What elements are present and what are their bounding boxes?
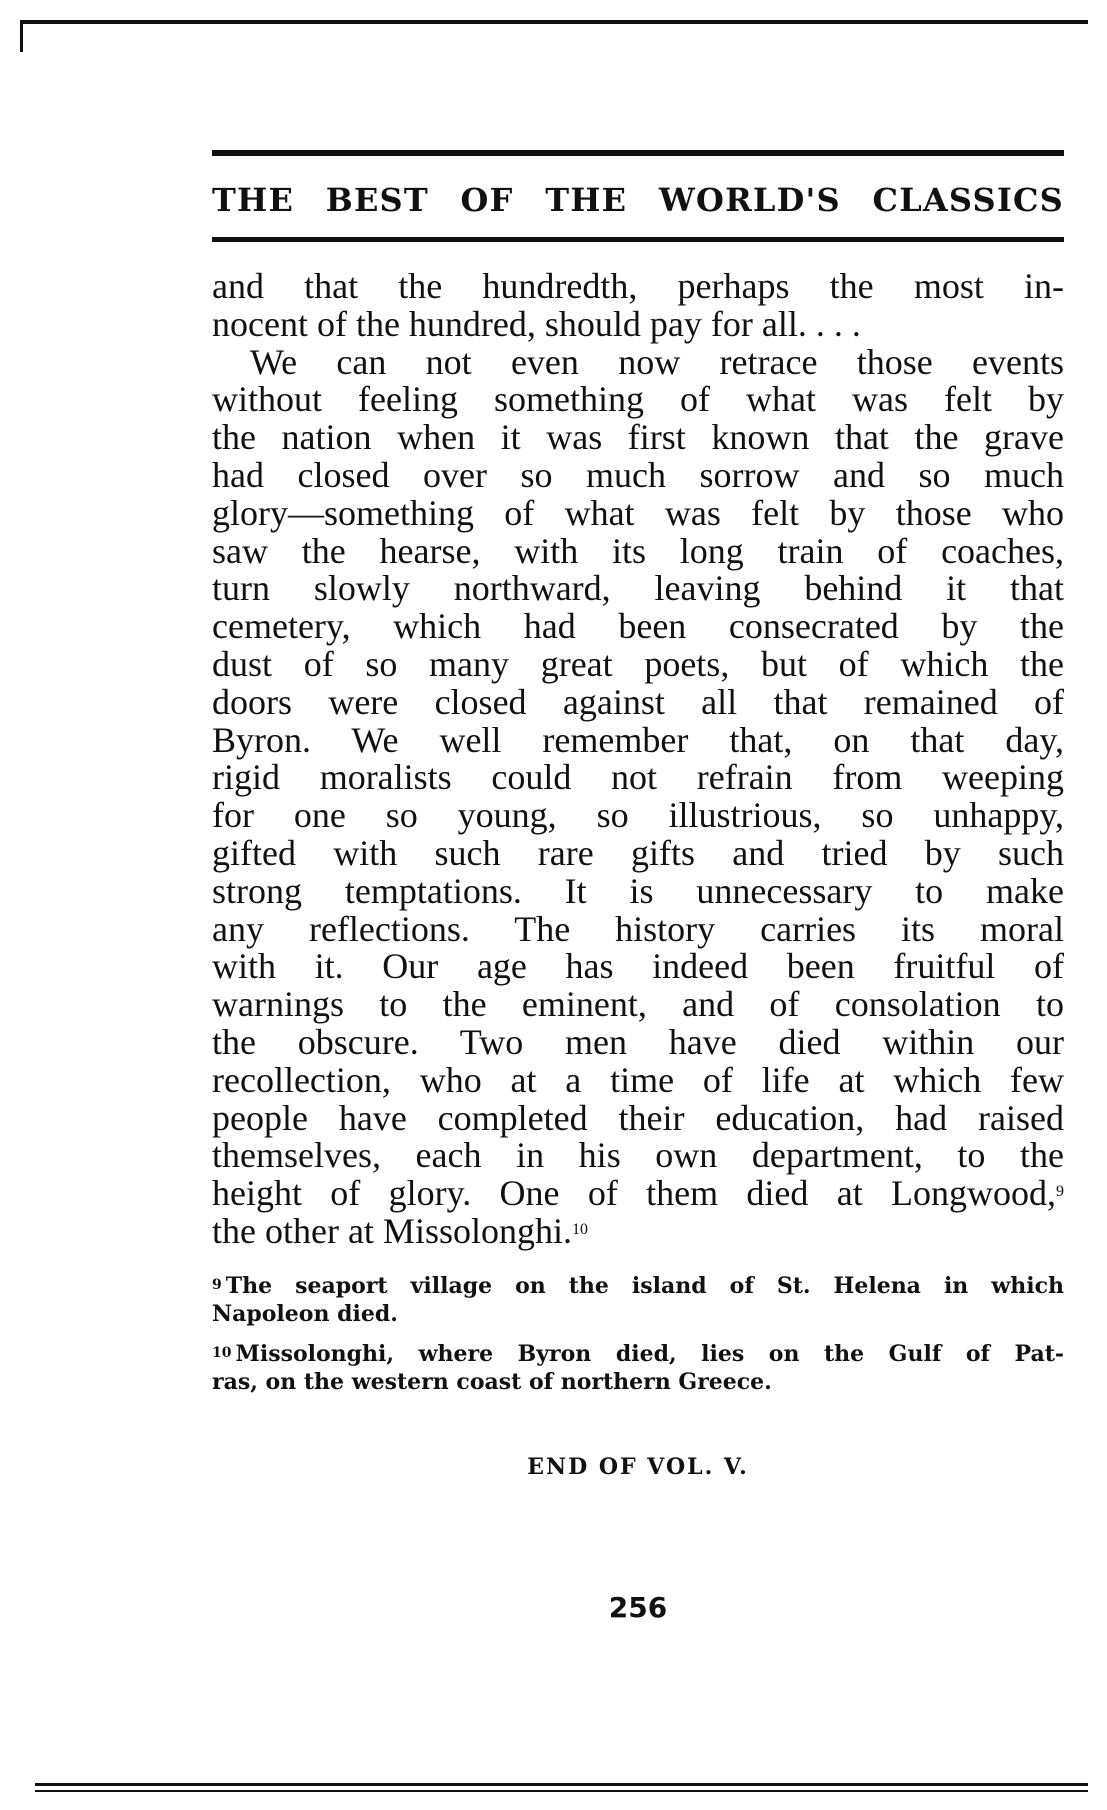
text-line: glory—something of what was felt by those who	[212, 492, 1064, 533]
text-line: gifted with such rare gifts and tried by such	[212, 832, 1064, 873]
text-line: recollection, who at a time of life at which few	[212, 1059, 1064, 1100]
footnote-line: Napoleon died.	[212, 1301, 398, 1327]
text-line: Byron. We well remember that, on that day,	[212, 719, 1064, 760]
page-number: 256	[608, 1591, 668, 1624]
text-line: themselves, each in his own department, to the	[212, 1135, 1064, 1176]
text-line: saw the hearse, with its long train of coaches,	[212, 530, 1064, 571]
footnote-number: 10	[212, 1345, 232, 1361]
text-line: dust of so many great poets, but of which the	[212, 643, 1064, 684]
body-text	[212, 268, 1064, 1251]
text-line: any reflections. The history carries its moral	[212, 908, 1064, 949]
footnote-text: The seaport village on the island of St. Helena in which	[225, 1273, 1064, 1299]
text-line: the obscure. Two men have died within our	[212, 1021, 1064, 1062]
text-line: people have completed their education, had raised	[212, 1097, 1064, 1138]
text-line: nocent of the hundred, should pay for all. . . .	[212, 303, 861, 344]
text-line: warnings to the eminent, and of consolation to	[212, 984, 1064, 1025]
text-line	[212, 1210, 1064, 1251]
text-line: cemetery, which had been consecrated by the	[212, 606, 1064, 647]
text-line: had closed over so much sorrow and so much	[212, 454, 1064, 495]
scan-border-bottom-inner	[35, 1790, 1088, 1792]
footnote-line: ras, on the western coast of northern Greece.	[212, 1369, 772, 1395]
text-line-content: height of glory. One of them died at Longwood,	[212, 1173, 1056, 1214]
footnote-ref[interactable]: 10	[571, 1220, 588, 1238]
text-line: doors were closed against all that remained of	[212, 681, 1064, 722]
text-line-content: the other at Missolonghi.	[212, 1210, 572, 1251]
text-line: rigid moralists could not refrain from weeping	[212, 757, 1064, 798]
footnote	[212, 1340, 1064, 1396]
text-line: We can not even now retrace those events	[250, 341, 1064, 382]
footnote-number: 9	[212, 1277, 222, 1293]
text-line: without feeling something of what was felt by	[212, 379, 1064, 420]
scan-border-bottom	[35, 1783, 1088, 1786]
footnote-line	[212, 1340, 1064, 1368]
footnotes	[212, 1272, 1064, 1408]
text-line: turn slowly northward, leaving behind it that	[212, 568, 1064, 609]
footnote	[212, 1272, 1064, 1328]
footnote-text: Missolonghi, where Byron died, lies on the Gulf of Pat-	[235, 1341, 1064, 1367]
scan-border-left	[20, 20, 23, 52]
text-line: the nation when it was first known that the grave	[212, 417, 1064, 458]
text-line: strong temptations. It is unnecessary to make	[212, 870, 1064, 911]
text-line: for one so young, so illustrious, so unhappy,	[212, 795, 1064, 836]
end-of-volume-note: END OF VOL. V.	[527, 1454, 749, 1480]
header-rule-bottom	[212, 237, 1064, 242]
text-line: and that the hundredth, perhaps the most in-	[212, 266, 1064, 306]
text-line	[212, 1175, 1064, 1213]
header-rule-top	[212, 150, 1064, 156]
footnote-line	[212, 1272, 1064, 1300]
footnote-ref[interactable]: 9	[1056, 1183, 1064, 1201]
scan-border-top	[20, 20, 1088, 24]
text-line: with it. Our age has indeed been fruitful of	[212, 946, 1064, 987]
running-head: THE BEST OF THE WORLD'S CLASSICS	[212, 181, 1064, 219]
